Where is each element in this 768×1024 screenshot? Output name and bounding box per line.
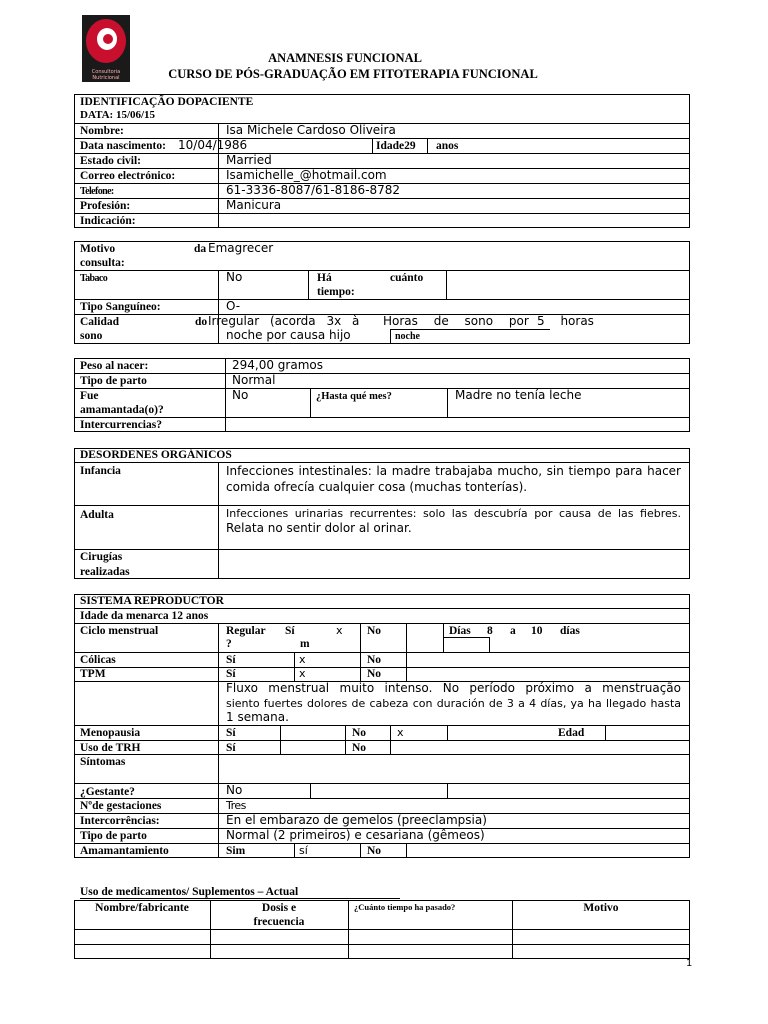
- surgeries-label-2: realizadas: [80, 566, 130, 578]
- cycle-yes-mark: x: [336, 624, 343, 637]
- logo-dot-icon: [103, 34, 113, 44]
- how-long-label-2: cuánto: [390, 272, 424, 284]
- hrt-yes-label: Sí: [226, 742, 236, 754]
- menopause-age-label: Edad: [558, 727, 585, 739]
- document-title: ANAMNESIS FUNCIONAL: [268, 51, 422, 65]
- menstrual-note-2: siento fuertes dolores de cabeza con duración de 3 a 4 días, ya ha llegado hasta: [226, 697, 681, 710]
- childhood-label: Infancia: [80, 465, 121, 477]
- sleep-hours-value: 5 horas: [537, 314, 594, 328]
- delivery-type-label: Tipo de parto: [80, 830, 147, 842]
- birthdate-label: Data nascimento:: [80, 140, 166, 152]
- cramps-label: Cólicas: [80, 654, 116, 666]
- sleep-quality-value-1: Irregular (acorda 3x à: [208, 314, 360, 328]
- birth-weight-label: Peso al nacer:: [80, 360, 149, 372]
- reason-label-1: Motivo: [80, 243, 116, 255]
- profession-label: Profesión:: [80, 200, 131, 212]
- menarche-age: Idade da menarca 12 anos: [80, 610, 209, 622]
- document-subtitle: CURSO DE PÓS-GRADUAÇÃO EM FITOTERAPIA FUNCIONAL: [168, 67, 538, 81]
- phone-value: 61-3336-8087/61-8186-8782: [226, 183, 401, 197]
- regular-label-2: ?: [226, 638, 232, 650]
- phone-label: Telefone:: [80, 186, 114, 197]
- pms-yes-mark: x: [299, 667, 306, 680]
- years-label: anos: [436, 140, 459, 152]
- medications-title: Uso de medicamentos/ Suplementos – Actual: [80, 886, 299, 898]
- email-value: Isamichelle_@hotmail.com: [226, 168, 387, 182]
- breastfeeding-value: sí: [299, 844, 308, 857]
- page-number: 1: [686, 958, 693, 969]
- breastfeeding-no-label: No: [367, 845, 382, 857]
- logo-caption: Consultoria Nutricional: [91, 69, 121, 81]
- cycle-yes-label-1: Sí: [285, 625, 295, 637]
- until-month-label: ¿Hasta qué mes?: [316, 391, 392, 402]
- cramps-yes-mark: x: [299, 653, 306, 666]
- pms-no-label: No: [367, 668, 382, 680]
- reason-label-2: da: [194, 243, 207, 255]
- pregnancies-count-value: Tres: [226, 799, 246, 812]
- until-month-value: Madre no tenía leche: [455, 388, 582, 402]
- adulthood-label: Adulta: [80, 509, 114, 521]
- days-from: 8: [487, 625, 493, 637]
- pregnancy-complications-label: Intercorrências:: [80, 815, 160, 827]
- medications-col-duration: ¿Cuánto tiempo ha pasado?: [354, 902, 456, 912]
- medications-col-reason: Motivo: [583, 902, 619, 914]
- sleep-hours-label-2: noche: [395, 331, 420, 342]
- sleep-quality-value-2: noche por causa hijo: [226, 328, 351, 342]
- delivery-type-value: Normal (2 primeiros) e cesariana (gêmeos): [226, 828, 485, 842]
- form-date: DATA: 15/06/15: [80, 109, 156, 121]
- cycle-yes-label-2: m: [300, 638, 310, 650]
- birth-complications-label: Intercurrencias?: [80, 419, 162, 431]
- breastfeeding-label: Amamantamiento: [80, 845, 169, 857]
- symptoms-label: Síntomas: [80, 756, 126, 768]
- sleep-quality-label-2: do: [195, 316, 208, 328]
- age-value: 29: [404, 140, 416, 152]
- pms-yes-label: Sí: [226, 668, 236, 680]
- blood-type-value: O-: [226, 299, 241, 313]
- days-to: 10: [531, 625, 543, 637]
- name-value: Isa Michele Cardoso Oliveira: [226, 123, 396, 137]
- age-label: Idade29: [376, 140, 416, 152]
- breastfed-value: No: [232, 388, 249, 402]
- hrt-no-label: No: [352, 742, 367, 754]
- surgeries-label-1: Cirugías: [80, 551, 123, 563]
- sleep-hours-label-1: Horas de sono por: [383, 314, 529, 328]
- indication-label: Indicación:: [80, 215, 136, 227]
- pregnant-label: ¿Gestante?: [80, 786, 135, 798]
- breastfed-label-1: Fue: [80, 390, 99, 402]
- pregnancy-complications-value: En el embarazo de gemelos (preeclampsia): [226, 813, 487, 827]
- tobacco-value: No: [226, 270, 243, 284]
- cycle-no-label: No: [367, 625, 382, 637]
- disorders-section-title: DESORDENES ORGÁNICOS: [80, 449, 232, 461]
- menopause-no-mark: x: [397, 726, 404, 739]
- birth-weight-value: 294,00 gramos: [232, 358, 323, 372]
- pms-label: TPM: [80, 668, 106, 680]
- how-long-label-3: tiempo:: [317, 286, 355, 298]
- cramps-no-label: No: [367, 654, 382, 666]
- civil-status-label: Estado civil:: [80, 155, 142, 167]
- childhood-value: Infecciones intestinales: la madre trabajaba mucho, sin tiempo para hacer comida ofrecía cualquier cosa (muchas tonterías).: [226, 464, 681, 494]
- birth-delivery-value: Normal: [232, 373, 276, 387]
- days-label: Días: [449, 625, 471, 637]
- days-to-word: a: [510, 625, 516, 637]
- sleep-quality-label-3: sono: [80, 330, 103, 342]
- blood-type-label: Tipo Sanguíneo:: [80, 301, 161, 313]
- menstrual-note-1: Fluxo menstrual muito intenso. No período próximo a menstruação: [226, 681, 681, 695]
- birth-delivery-label: Tipo de parto: [80, 375, 147, 387]
- breastfed-label-2: amamantada(o)?: [80, 404, 164, 416]
- medications-col-dose-1: Dosis e: [261, 902, 297, 914]
- regular-label-1: Regular: [226, 625, 266, 637]
- days-unit: días: [560, 625, 580, 637]
- sleep-quality-label-1: Calidad: [80, 316, 119, 328]
- how-long-label-1: Há: [317, 272, 332, 284]
- menopause-no-label: No: [352, 727, 367, 739]
- reason-label-3: consulta:: [80, 257, 125, 269]
- email-label: Correo electrónico:: [80, 170, 176, 182]
- cramps-yes-label: Sí: [226, 654, 236, 666]
- pregnant-value: No: [226, 783, 243, 797]
- reproductive-section-title: SISTEMA REPRODUCTOR: [80, 595, 224, 607]
- menopause-label: Menopausia: [80, 727, 141, 739]
- civil-status-value: Married: [226, 153, 272, 167]
- identification-section-title: IDENTIFICAÇÃO DOPACIENTE: [80, 96, 254, 108]
- tobacco-label: Tabaco: [80, 273, 108, 284]
- birthdate-value: 10/04/1986: [178, 138, 248, 152]
- hrt-label: Uso de TRH: [80, 742, 141, 754]
- adulthood-value-2: Relata no sentir dolor al orinar.: [226, 521, 412, 535]
- menstrual-note-3: 1 semana.: [226, 710, 289, 724]
- adulthood-value-1: Infecciones urinarias recurrentes: solo las descubría por causa de las fiebres.: [226, 507, 681, 520]
- name-label: Nombre:: [80, 125, 124, 137]
- menstrual-cycle-label: Ciclo menstrual: [80, 625, 159, 637]
- reason-value: Emagrecer: [208, 241, 274, 255]
- breastfeeding-yes-label: Sim: [226, 845, 246, 857]
- profession-value: Manicura: [226, 198, 282, 212]
- consultation-table: [74, 241, 690, 344]
- medications-col-name: Nombre/fabricante: [95, 902, 189, 914]
- menopause-yes-label: Sí: [226, 727, 236, 739]
- identification-table: [74, 94, 690, 228]
- medications-col-dose-2: frecuencia: [253, 916, 305, 928]
- pregnancies-count-label: Nºde gestaciones: [80, 800, 162, 812]
